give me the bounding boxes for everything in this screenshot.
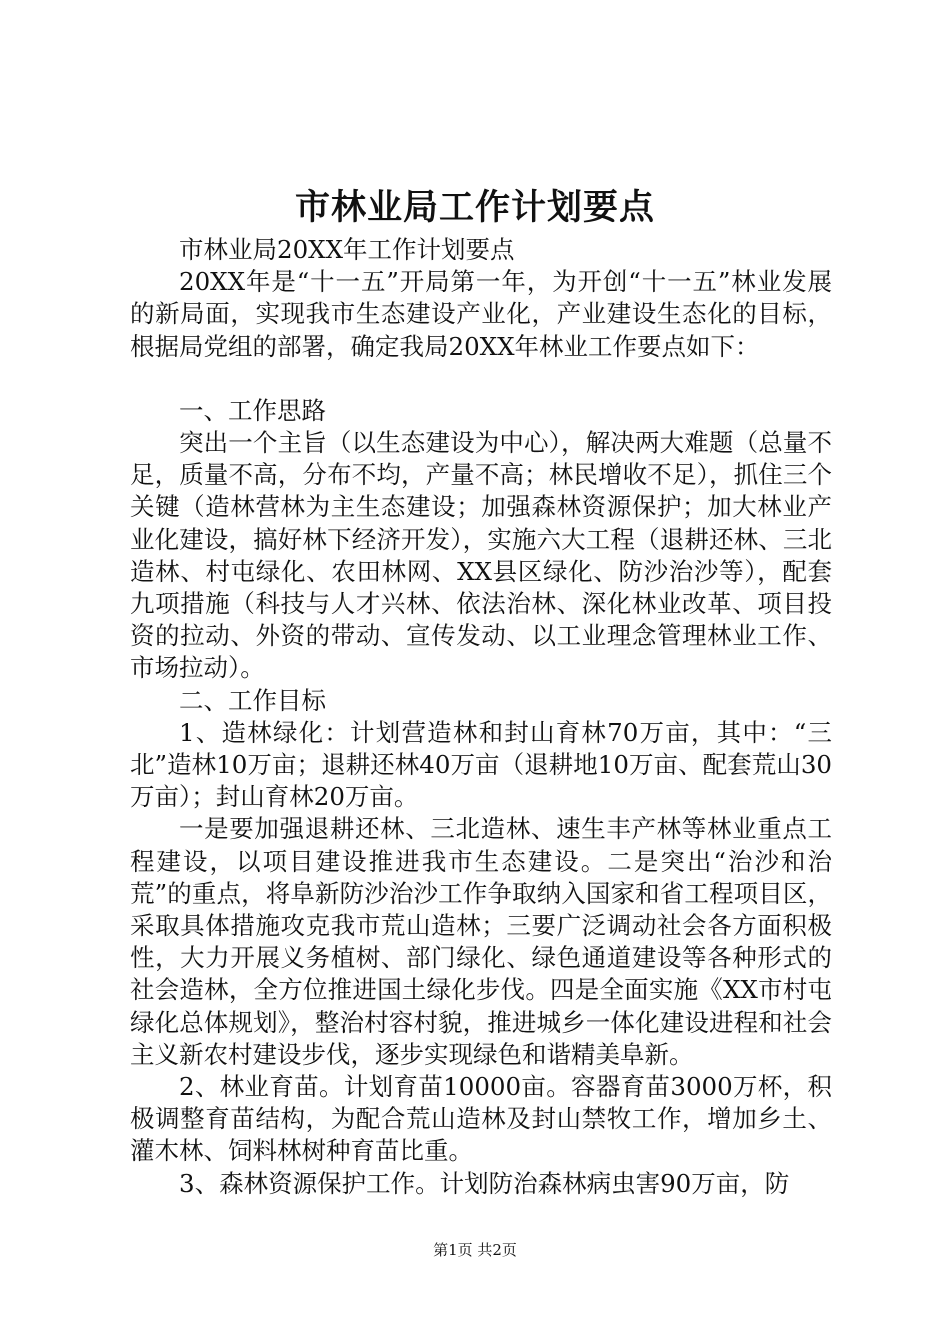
paragraph-measures: 一是要加强退耕还林、三北造林、速生丰产林等林业重点工程建设，以项目建设推进我市生态建设。二是突出“治沙和治荒”的重点，将阜新防沙治沙工作争取纳入国家和省工程项目区，采取具体措施攻克我市荒山造林；三要广泛调动社会各方面积极性，大力开展义务植树、部门绿化、绿色通道建设等各种形式的社会造林，全方位推进国土绿化步伐。四是全面实施《XX市村屯绿化总体规划》，整治村容村貌，推进城乡一体化建设进程和社会主义新农村建设步伐，逐步实现绿色和谐精美阜新。 (130, 814, 832, 1069)
paragraph-gap (130, 363, 832, 395)
page-footer: 第1页 共2页 (433, 1241, 517, 1259)
heading-work-goals: 二、工作目标 (179, 685, 326, 715)
document-title: 市林业局工作计划要点 (294, 187, 655, 228)
paragraph-intro: 20XX年是“十一五”开局第一年，为开创“十一五”林业发展的新局面，实现我市生态建设产业化，产业建设生态化的目标，根据局党组的部署，确定我局20XX年林业工作要点如下： (130, 267, 832, 361)
paragraph-subtitle: 市林业局20XX年工作计划要点 (179, 235, 515, 264)
document-body (130, 234, 832, 1200)
paragraph-afforestation: 1、造林绿化：计划营造林和封山育林70万亩，其中：“三北”造林10万亩；退耕还林40万亩（退耕地10万亩、配套荒山30万亩）；封山育林20万亩。 (130, 717, 832, 812)
paragraph-work-approach: 突出一个主旨（以生态建设为中心），解决两大难题（总量不足，质量不高，分布不均，产量不高；林民增收不足），抓住三个关键（造林营林为主生态建设；加强森林资源保护；加大林业产业化建设，搞好林下经济开发），实施六大工程（退耕还林、三北造林、村屯绿化、农田林网、XX县区绿化、防沙治沙等），配套九项措施（科技与人才兴林、依法治林、深化林业改革、项目投资的拉动、外资的带动、宣传发动、以工业理念管理林业工作、市场拉动）。 (130, 428, 832, 683)
paragraph-forest-protection: 3、森林资源保护工作。计划防治森林病虫害90万亩，防 (179, 1168, 790, 1198)
heading-work-approach: 一、工作思路 (179, 395, 326, 425)
paragraph-nursery: 2、林业育苗。计划育苗10000亩。容器育苗3000万杯，积极调整育苗结构，为配合荒山造林及封山禁牧工作，增加乡土、灌木林、饲料林树种育苗比重。 (130, 1072, 832, 1166)
